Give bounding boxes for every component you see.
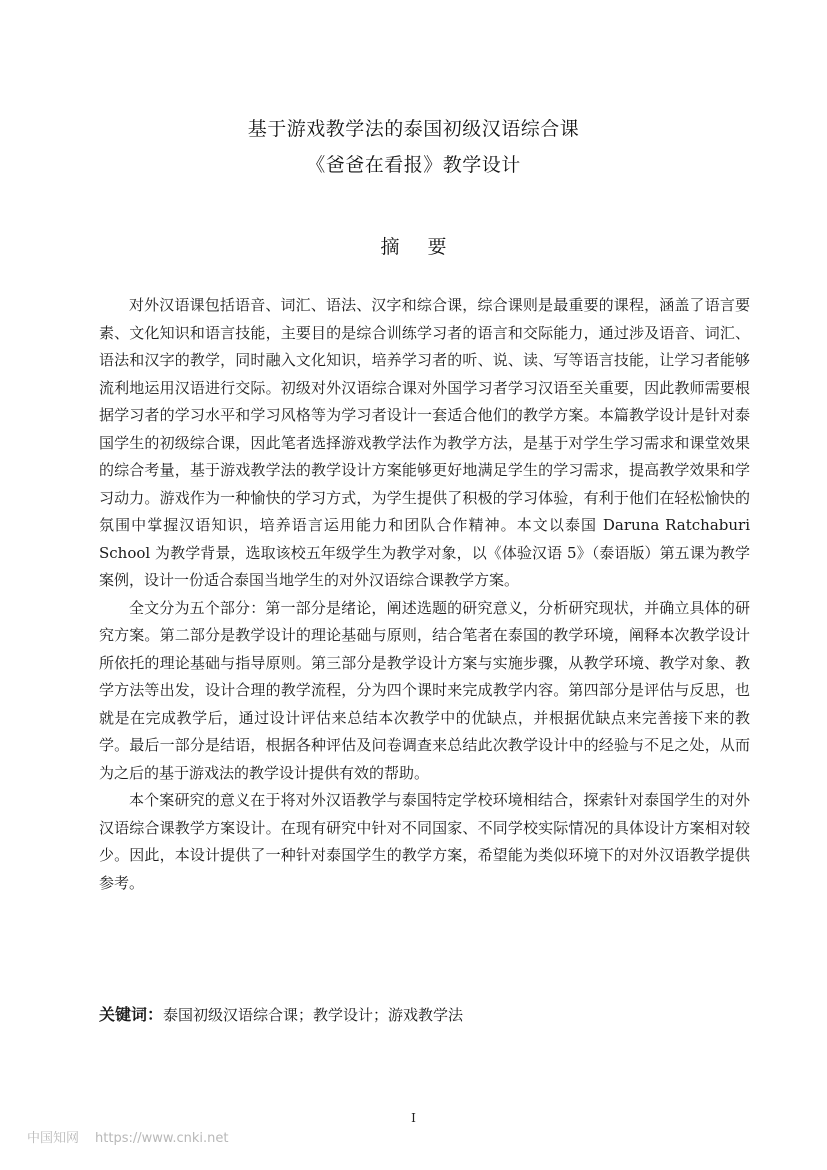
watermark-brand: 中国知网: [27, 1131, 80, 1146]
abstract-body: [99, 292, 750, 897]
page-number: I: [411, 1111, 416, 1125]
cnki-watermark: [27, 1127, 228, 1146]
keywords-label: 关键词：: [99, 1005, 164, 1024]
title-line-2: 《爸爸在看报》教学设计: [306, 154, 521, 176]
abstract-paragraph-1: 对外汉语课包括语音、词汇、语法、汉字和综合课，综合课则是最重要的课程，涵盖了语言要素、文化知识和语言技能，主要目的是综合训练学习者的语言和交际能力，通过涉及语音、词汇、语法和汉字的教学，同时融入文化知识，培养学习者的听、说、读、写等语言技能，让学习者能够流利地运用汉语进行交际。初级对外汉语综合课对外国学习者学习汉语至关重要，因此教师需要根据学习者的学习水平和学习风格等为学习者设计一套适合他们的教学方案。本篇教学设计是针对泰国学生的初级综合课，因此笔者选择游戏教学法作为教学方法，是基于对学生学习需求和课堂效果的综合考量，基于游戏教学法的教学设计方案能够更好地满足学生的学习需求，提高教学效果和学习动力。游戏作为一种愉快的学习方式，为学生提供了积极的学习体验，有利于他们在轻松愉快的氛围中掌握汉语知识，培养语言运用能力和团队合作精神。本文以泰国 Daruna Ratchaburi School 为教学背景，选取该校五年级学生为教学对象，以《体验汉语 5》（泰语版）第五课为教学案例，设计一份适合泰国当地学生的对外汉语综合课教学方案。: [99, 296, 750, 589]
watermark-url: https://www.cnki.net: [95, 1131, 229, 1146]
keywords-text: 泰国初级汉语综合课；教学设计；游戏教学法: [163, 1006, 464, 1024]
keywords-line: [99, 1002, 750, 1028]
abstract-paragraph-3: 本个案研究的意义在于将对外汉语教学与泰国特定学校环境相结合，探索针对泰国学生的对外汉语综合课教学方案设计。在现有研究中针对不同国家、不同学校实际情况的具体设计方案相对较少。因此，本设计提供了一种针对泰国学生的教学方案，希望能为类似环境下的对外汉语教学提供参考。: [99, 791, 750, 892]
title-line-1: 基于游戏教学法的泰国初级汉语综合课: [247, 118, 580, 140]
abstract-paragraph-2: 全文分为五个部分：第一部分是绪论，阐述选题的研究意义，分析研究现状，并确立具体的研究方案。第二部分是教学设计的理论基础与原则，结合笔者在泰国的教学环境，阐释本次教学设计所依托的理论基础与指导原则。第三部分是教学设计方案与实施步骤，从教学环境、教学对象、教学方法等出发，设计合理的教学流程，分为四个课时来完成教学内容。第四部分是评估与反思，也就是在完成教学后，通过设计评估来总结本次教学中的优缺点，并根据优缺点来完善接下来的教学。最后一部分是结语，根据各种评估及问卷调查来总结此次教学设计中的经验与不足之处，从而为之后的基于游戏法的教学设计提供有效的帮助。: [99, 598, 750, 782]
abstract-heading: 摘要: [380, 236, 475, 258]
